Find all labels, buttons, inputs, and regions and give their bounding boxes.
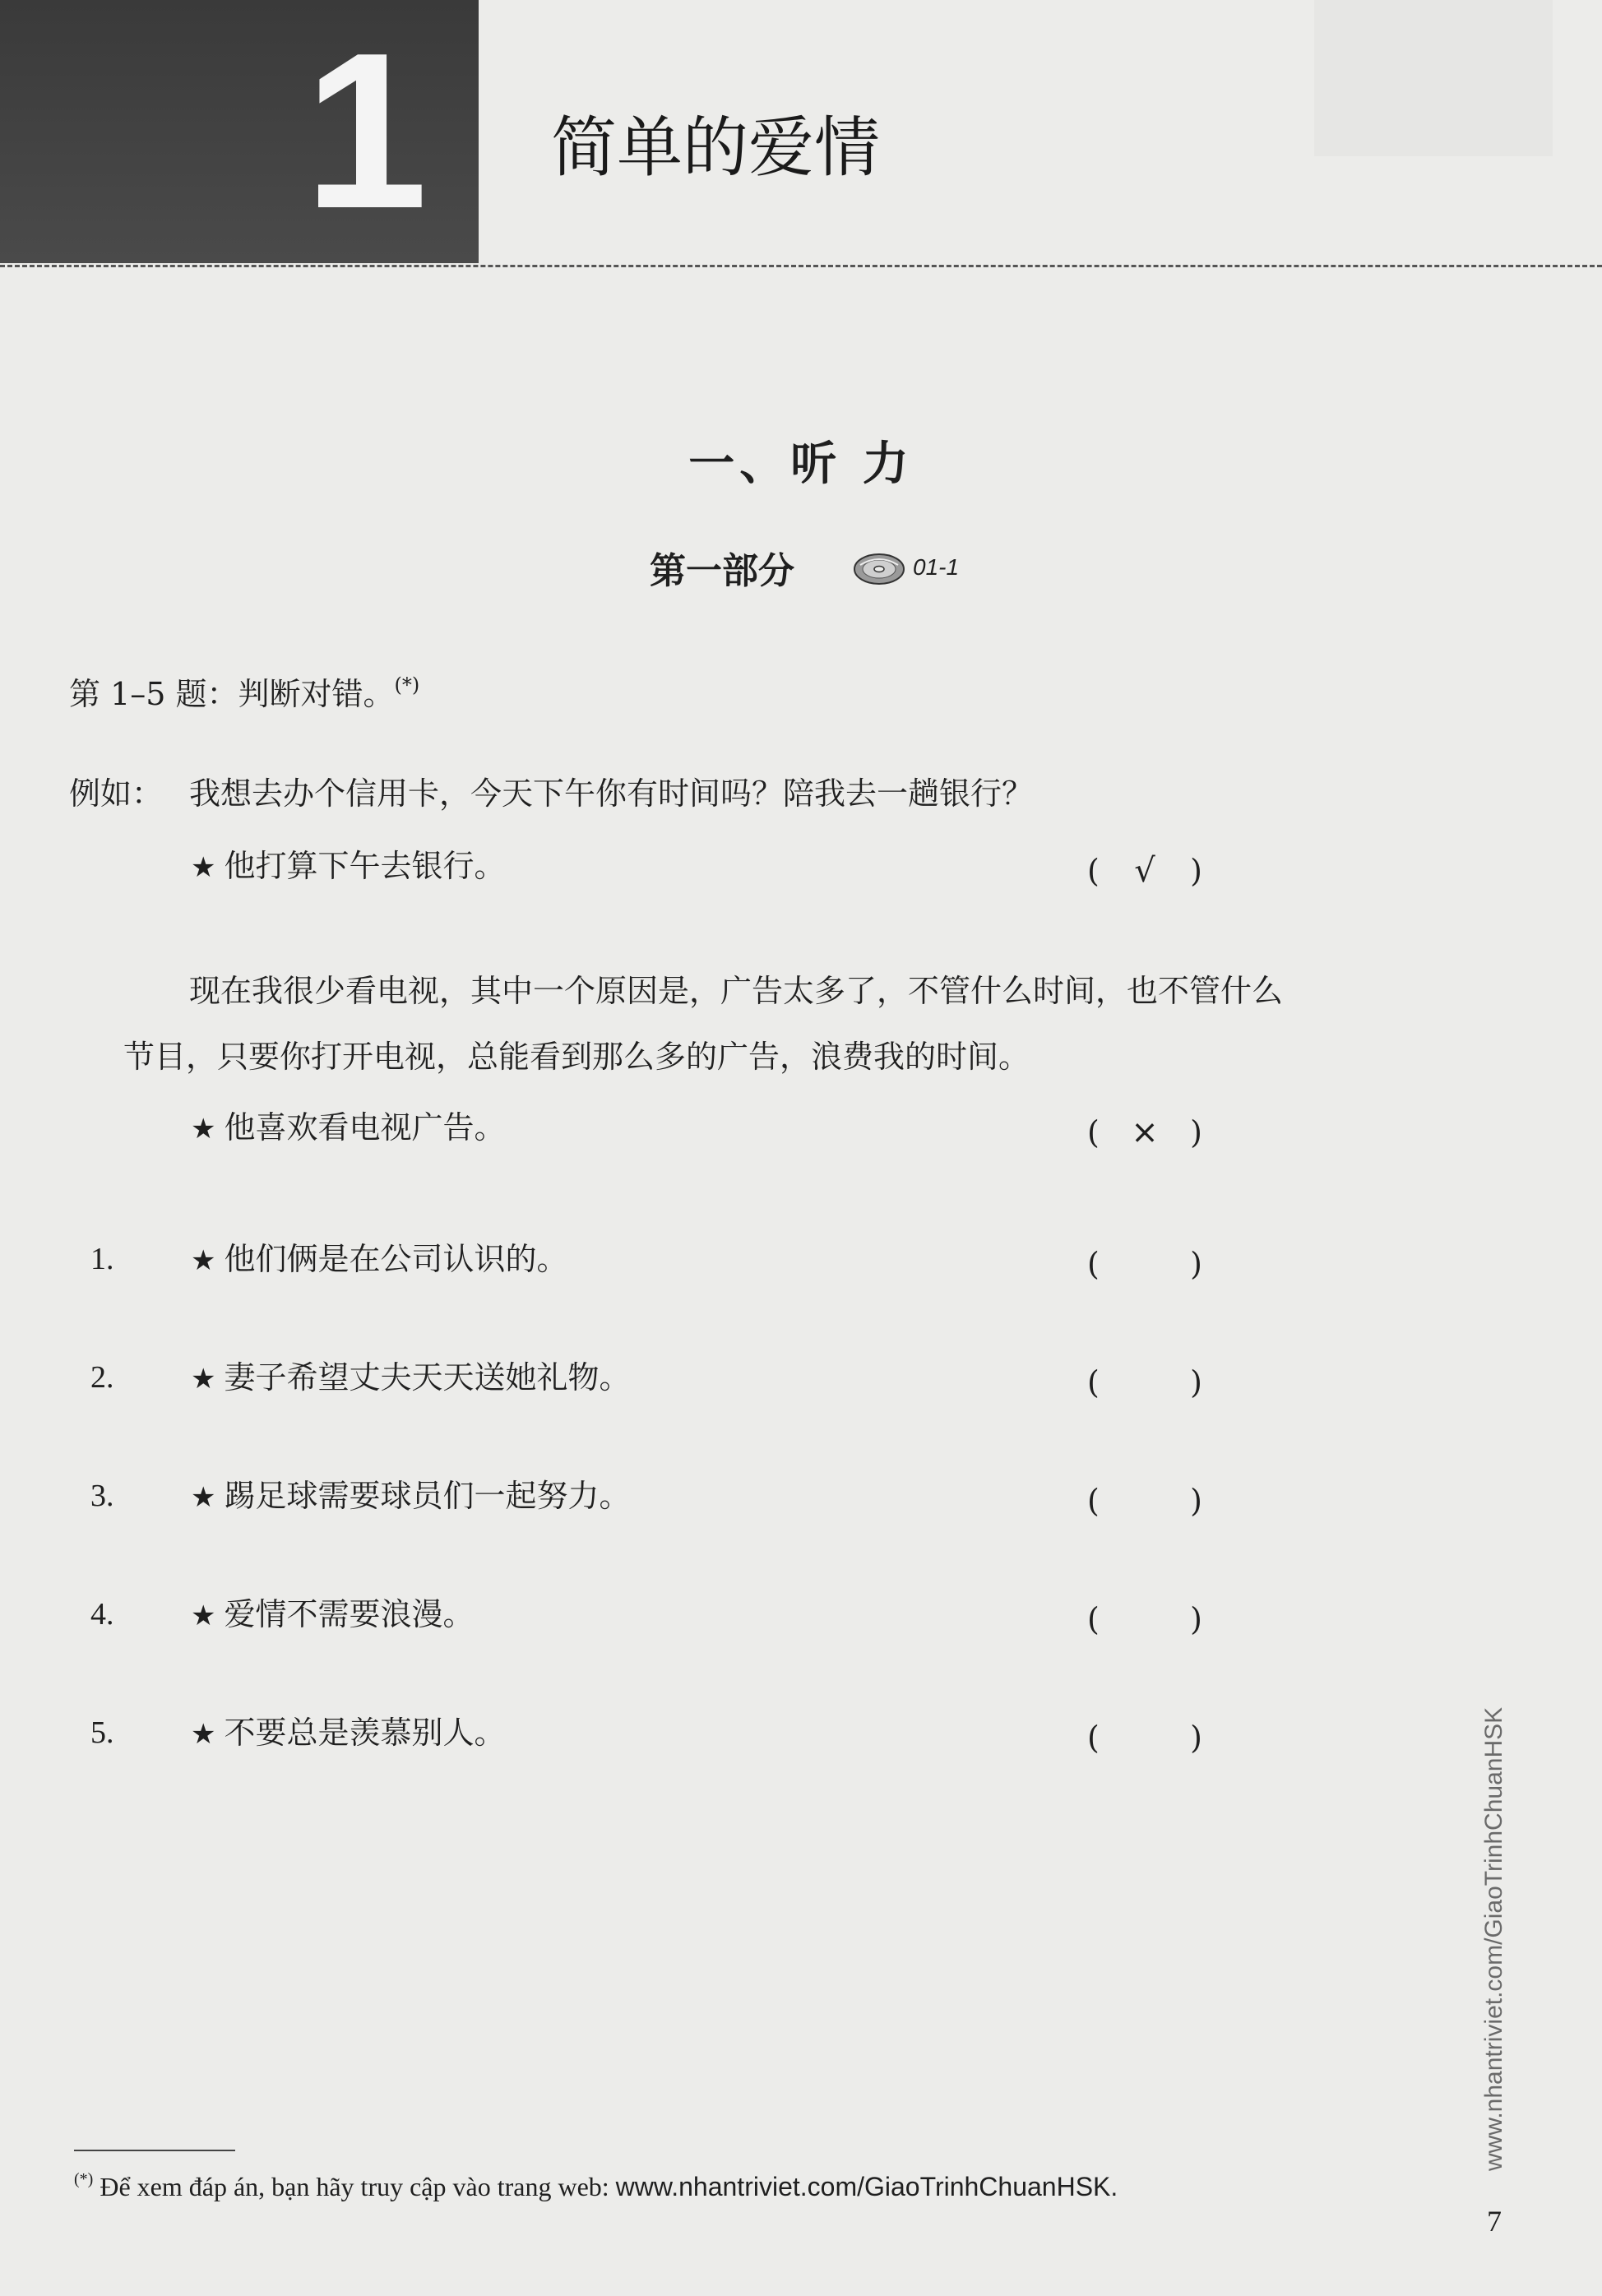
answer-box[interactable] [1087,1599,1202,1640]
question-number: 3. [90,1479,114,1513]
example2-passage-line1: 现在我很少看电视，其中一个原因是，广告太多了，不管什么时间，也不管什么 [189,973,1284,1009]
star-icon: ★ [191,1718,216,1751]
question-statement [191,1238,568,1281]
star-icon: ★ [191,1481,216,1514]
question-statement [191,1594,475,1636]
star-icon: ★ [191,851,216,884]
statement-text: 爱情不需要浪漫。 [224,1596,475,1632]
answer-box[interactable] [1087,1362,1202,1403]
example-label: 例如： [69,775,164,812]
star-icon: ★ [191,1244,216,1277]
open-bracket: ( [1087,1720,1100,1756]
open-bracket: ( [1087,1246,1100,1282]
answer-box[interactable] [1087,1243,1202,1285]
example2-statement [191,1107,506,1150]
footnote-link[interactable]: www.nhantriviet.com/GiaoTrinhChuanHSK. [615,2172,1118,2201]
open-bracket: ( [1087,853,1100,889]
star-icon: ★ [191,1363,216,1396]
example2-passage-line2: 节目，只要你打开电视，总能看到那么多的广告，浪费我的时间。 [123,1039,1030,1075]
statement-text: 踢足球需要球员们一起努力。 [224,1478,631,1514]
open-bracket: ( [1087,1114,1100,1150]
footnote-divider [74,2150,235,2151]
example1-statement [191,845,506,888]
close-bracket: ) [1190,1483,1202,1519]
example2-answer-box [1087,1112,1202,1153]
footnote [74,2161,1118,2205]
question-number: 1. [90,1242,114,1276]
close-bracket: ) [1190,1720,1202,1756]
audio-track-code: 01-1 [913,554,960,580]
footnote-marker: (*) [74,2170,94,2188]
lesson-title: 简单的爱情 [551,109,880,186]
side-url: www.nhantriviet.com/GiaoTrinhChuanHSK [1480,1706,1507,2171]
statement-text: 他们俩是在公司认识的。 [224,1241,568,1277]
question-statement [191,1712,506,1755]
star-icon: ★ [191,1113,216,1146]
open-bracket: ( [1087,1364,1100,1400]
example-question: 我想去办个信用卡，今天下午你有时间吗？陪我去一趟银行？ [189,775,1034,812]
check-mark: √ [1134,852,1155,890]
lesson-number-box [0,0,479,263]
close-bracket: ) [1190,1114,1202,1150]
statement-text: 他打算下午去银行。 [224,848,506,884]
close-bracket: ) [1190,853,1202,889]
part-heading [650,543,959,592]
example1-answer-box [1087,850,1202,891]
footnote-text: Để xem đáp án, bạn hãy truy cập vào trang web: [100,2172,616,2201]
question-statement [191,1475,631,1518]
exercise-instruction [69,664,419,715]
page-number: 7 [1487,2205,1502,2238]
statement-text: 不要总是羡慕别人。 [224,1715,506,1751]
close-bracket: ) [1190,1364,1202,1400]
question-number: 2. [90,1360,114,1395]
instruction-text: 第 1–5 题：判断对错。 [69,676,395,712]
cross-mark: × [1131,1113,1159,1151]
part-title: 第一部分 [650,550,794,592]
audio-cd-icon[interactable] [852,547,906,588]
star-icon: ★ [191,1599,216,1632]
statement-text: 妻子希望丈夫天天送她礼物。 [224,1359,631,1396]
statement-text: 他喜欢看电视广告。 [224,1109,506,1146]
footnote-marker: (*) [394,674,420,697]
answer-box[interactable] [1087,1717,1202,1758]
close-bracket: ) [1190,1246,1202,1282]
lesson-number: 1 [304,7,425,255]
answer-box[interactable] [1087,1480,1202,1521]
section-title: 一、听 力 [688,437,914,491]
question-statement [191,1357,631,1400]
header-divider [0,265,1602,267]
open-bracket: ( [1087,1601,1100,1637]
question-number: 4. [90,1597,114,1632]
bleed-through-logo [1314,0,1553,156]
question-number: 5. [90,1715,114,1750]
close-bracket: ) [1190,1601,1202,1637]
open-bracket: ( [1087,1483,1100,1519]
